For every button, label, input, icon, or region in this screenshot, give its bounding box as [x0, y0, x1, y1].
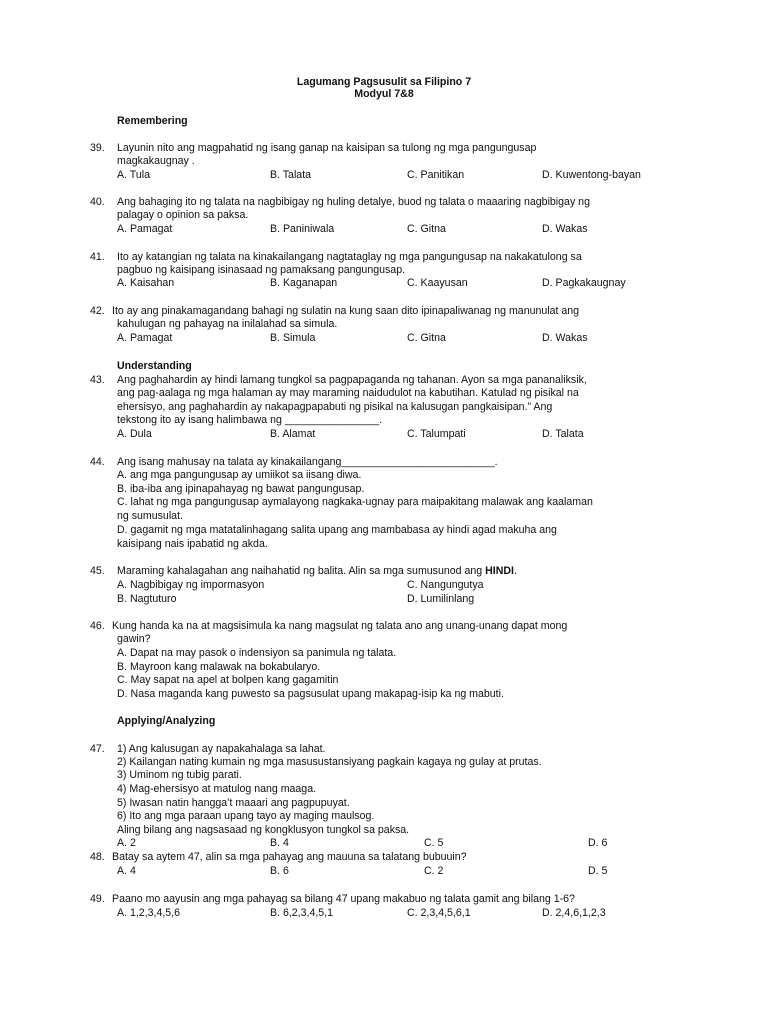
question-text-line: gawin?: [117, 633, 151, 645]
question-stem: Aling bilang ang nagsasaad ng kongklusyon tungkol sa paksa.: [117, 824, 410, 836]
question-stem: Paano mo aayusin ang mga pahayag sa bilang 47 upang makabuo ng talata gamit ang bilang 1-6?: [112, 893, 575, 905]
choice-c: C. May sapat na apel at bolpen kang gagamitin: [117, 674, 339, 686]
option-a: A. Nagbibigay ng impormasyon: [117, 579, 265, 591]
option-a: A. Dula: [117, 428, 152, 440]
choice-c: C. lahat ng mga pangungusap aymalayong nagkaka-ugnay para maipakitang malawak ang kaalaman: [117, 496, 593, 508]
question-text-line: Kung handa ka na at magsisimula ka nang magsulat ng talata ano ang unang-unang dapat mong: [112, 620, 568, 632]
question-text-line: tekstong ito ay isang halimbawa ng ________________.: [117, 414, 383, 426]
choice-b: B. Mayroon kang malawak na bokabularyo.: [117, 661, 321, 673]
question-number: 41.: [90, 251, 105, 263]
question-number: 45.: [90, 565, 105, 577]
question-text-line: magkakaugnay .: [117, 155, 195, 167]
option-a: A. 4: [117, 865, 136, 877]
option-b: B. 6,2,3,4,5,1: [270, 907, 334, 919]
option-c: C. 5: [424, 837, 444, 849]
emphasis-text: HINDI: [485, 565, 514, 577]
document-title: Lagumang Pagsusulit sa Filipino 7: [296, 76, 472, 88]
option-a: A. Pamagat: [117, 223, 173, 235]
option-d: D. Kuwentong-bayan: [542, 169, 641, 181]
section-heading-remembering: Remembering: [117, 115, 188, 127]
question-text-line: palagay o opinion sa paksa.: [117, 209, 249, 221]
section-heading-understanding: Understanding: [117, 360, 192, 372]
statement-6: 6) Ito ang mga paraan upang tayo ay maging maulsog.: [117, 810, 375, 822]
option-d: D. Talata: [542, 428, 584, 440]
option-a: A. 1,2,3,4,5,6: [117, 907, 181, 919]
question-number: 46.: [90, 620, 105, 632]
option-b: B. Paniniwala: [270, 223, 335, 235]
question-stem: Ang isang mahusay na talata ay kinakailangang__________________________.: [117, 456, 498, 468]
question-stem: Batay sa aytem 47, alin sa mga pahayag ang mauuna sa talatang bubuuin?: [112, 851, 467, 863]
option-b: B. Alamat: [270, 428, 316, 440]
question-number: 47.: [90, 743, 105, 755]
option-b: B. Kaganapan: [270, 277, 338, 289]
option-c: C. 2,3,4,5,6,1: [407, 907, 471, 919]
statement-5: 5) Iwasan natin hangga’t maaari ang pagpupuyat.: [117, 797, 350, 809]
question-number: 44.: [90, 456, 105, 468]
question-stem-end: .: [513, 565, 517, 577]
question-stem: [117, 565, 517, 579]
option-c: C. Panitikan: [407, 169, 465, 181]
option-c: C. Gitna: [407, 332, 446, 344]
question-number: 48.: [90, 851, 105, 863]
option-d: D. 6: [588, 837, 608, 849]
question-text-line: ehersisyo, ang paghahardin ay nakapagpapabuti ng pisikal na kalusugan pangkaisipan.” Ang: [117, 401, 553, 413]
question-text-line: pagbuo ng kaisipang isinasaad ng pamaksang pangungusap.: [117, 264, 406, 276]
option-c: C. Gitna: [407, 223, 446, 235]
option-b: B. 6: [270, 865, 289, 877]
question-text-line: Ang bahaging ito ng talata na nagbibigay ng huling detalye, buod ng talata o maaaring nagbibigay ng: [117, 196, 590, 208]
question-text-line: kahulugan ng pahayag na inilalahad sa simula.: [117, 318, 338, 330]
choice-c-continued: ng sumusulat.: [117, 510, 183, 522]
section-heading-applying: Applying/Analyzing: [117, 715, 216, 727]
question-number: 40.: [90, 196, 105, 208]
option-c: C. 2: [424, 865, 444, 877]
option-d: D. Lumilinlang: [407, 593, 475, 605]
question-text-line: Ang paghahardin ay hindi lamang tungkol sa pagpapaganda ng tahanan. Ayon sa mga pananaliksik,: [117, 374, 587, 386]
option-d: D. 5: [588, 865, 608, 877]
option-a: A. Pamagat: [117, 332, 173, 344]
question-number: 49.: [90, 893, 105, 905]
question-number: 39.: [90, 142, 105, 154]
option-c: C. Nangungutya: [407, 579, 484, 591]
option-a: A. 2: [117, 837, 136, 849]
option-d: D. Wakas: [542, 332, 588, 344]
choice-b: B. iba-iba ang ipinapahayag ng bawat pangungusap.: [117, 483, 365, 495]
document-subtitle: Modyul 7&8: [354, 88, 414, 100]
statement-3: 3) Uminom ng tubig parati.: [117, 769, 242, 781]
option-b: B. Simula: [270, 332, 316, 344]
option-d: D. Wakas: [542, 223, 588, 235]
question-text-line: Ito ay ang pinakamagandang bahagi ng sulatin na kung saan dito ipinapaliwanag ng manunulat ang: [112, 305, 580, 317]
statement-4: 4) Mag-ehersisyo at matulog nang maaga.: [117, 783, 317, 795]
option-b: B. Nagtuturo: [117, 593, 177, 605]
option-b: B. Talata: [270, 169, 312, 181]
choice-d-continued: kaisipang nais ipabatid ng akda.: [117, 538, 268, 550]
question-text-line: Ito ay katangian ng talata na kinakailangang nagtataglay ng mga pangungusap na nakakatulong sa: [117, 251, 582, 263]
statement-1: 1) Ang kalusugan ay napakahalaga sa lahat.: [117, 743, 326, 755]
option-d: D. 2,4,6,1,2,3: [542, 907, 606, 919]
choice-d: D. gagamit ng mga matatalinhagang salita upang ang mambabasa ay hindi agad makuha ang: [117, 524, 557, 536]
option-a: A. Kaisahan: [117, 277, 175, 289]
question-text-line: Layunin nito ang magpahatid ng isang ganap na kaisipan sa tulong ng mga pangungusap: [117, 142, 537, 154]
option-c: C. Talumpati: [407, 428, 466, 440]
statement-2: 2) Kailangan nating kumain ng mga masusustansiyang pagkain kagaya ng gulay at prutas.: [117, 756, 542, 768]
choice-a: A. Dapat na may pasok o indensiyon sa panimula ng talata.: [117, 647, 397, 659]
question-text-line: ang pag-aalaga ng mga halaman ay may maraming naidudulot na kabutihan. Katulad ng pisikal na: [117, 387, 579, 399]
option-d: D. Pagkakaugnay: [542, 277, 626, 289]
option-b: B. 4: [270, 837, 289, 849]
option-c: C. Kaayusan: [407, 277, 468, 289]
question-number: 42.: [90, 305, 105, 317]
question-stem-text: Maraming kahalagahan ang naihahatid ng balita. Alin sa mga sumusunod ang: [117, 565, 486, 577]
choice-a: A. ang mga pangungusap ay umiikot sa iisang diwa.: [117, 469, 362, 481]
choice-d: D. Nasa maganda kang puwesto sa pagsusulat upang makapag-isip ka ng mabuti.: [117, 688, 504, 700]
question-number: 43.: [90, 374, 105, 386]
option-a: A. Tula: [117, 169, 150, 181]
